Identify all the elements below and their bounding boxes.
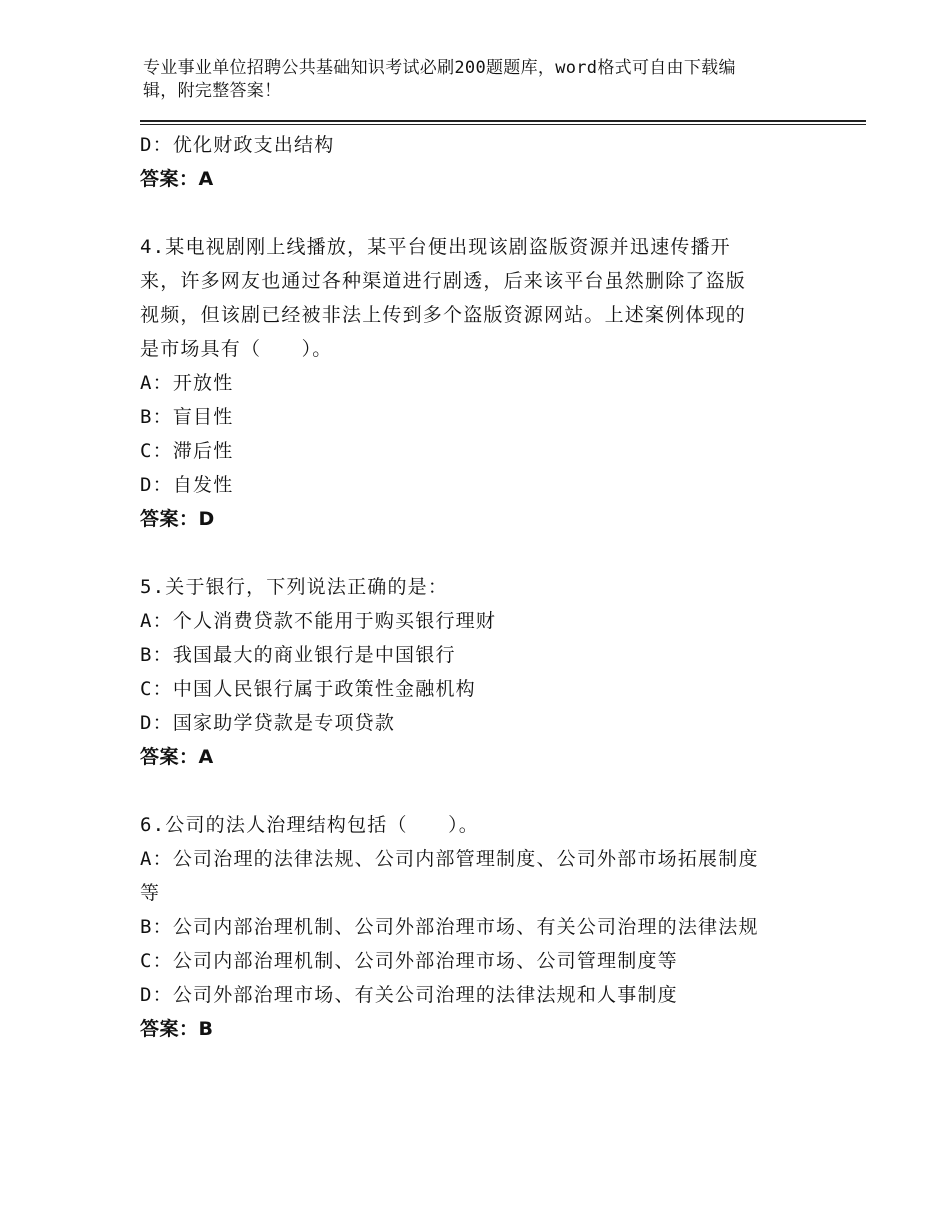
q5-option-c: C：中国人民银行属于政策性金融机构 xyxy=(140,678,476,700)
q4-option-b: B：盲目性 xyxy=(140,406,234,428)
q4-stem xyxy=(140,230,820,366)
page-header xyxy=(143,57,793,103)
q5-option-a: A：个人消费贷款不能用于购买银行理财 xyxy=(140,610,497,632)
q5-answer xyxy=(140,740,820,774)
q6-option-d: D：公司外部治理市场、有关公司治理的法律法规和人事制度 xyxy=(140,984,678,1006)
q5-option-b: B：我国最大的商业银行是中国银行 xyxy=(140,644,456,666)
q6-stem: 6.公司的法人治理结构包括（ ）。 xyxy=(140,814,479,836)
answer-value: B xyxy=(198,1018,214,1040)
answer-value: D xyxy=(198,508,215,530)
q4-answer xyxy=(140,502,820,536)
header-line-1: 专业事业单位招聘公共基础知识考试必刷200题题库，word格式可自由下载编 xyxy=(143,58,736,78)
q4-option-c: C：滞后性 xyxy=(140,440,234,462)
header-line-2: 辑，附完整答案！ xyxy=(143,81,282,101)
answer-value: A xyxy=(198,168,214,190)
q4-option-a: A：开放性 xyxy=(140,372,234,394)
q6-option-a-line: A：公司治理的法律法规、公司内部管理制度、公司外部市场拓展制度 xyxy=(140,848,759,870)
question-content xyxy=(140,128,820,1046)
answer-label: 答案： xyxy=(140,168,199,190)
answer-value: A xyxy=(198,746,214,768)
q4-option-d: D：自发性 xyxy=(140,474,234,496)
spacer xyxy=(140,196,820,230)
q4-stem-line: 4.某电视剧刚上线播放，某平台便出现该剧盗版资源并迅速传播开 xyxy=(140,236,731,258)
q4-stem-line: 视频，但该剧已经被非法上传到多个盗版资源网站。上述案例体现的 xyxy=(140,304,747,326)
q6-answer xyxy=(140,1012,820,1046)
q4-stem-line: 来，许多网友也通过各种渠道进行剧透，后来该平台虽然删除了盗版 xyxy=(140,270,747,292)
q4-stem-line: 是市场具有（ ）。 xyxy=(140,338,333,360)
q5-stem: 5.关于银行，下列说法正确的是： xyxy=(140,576,449,598)
q6-option-b: B：公司内部治理机制、公司外部治理市场、有关公司治理的法律法规 xyxy=(140,916,759,938)
q5-option-d: D：国家助学贷款是专项贷款 xyxy=(140,712,396,734)
q3-option-d: D：优化财政支出结构 xyxy=(140,134,335,156)
header-rule-thick xyxy=(140,120,866,122)
answer-label: 答案： xyxy=(140,1018,199,1040)
header-rule-thin xyxy=(140,124,866,125)
q6-option-a-line: 等 xyxy=(140,882,161,904)
q6-option-c: C：公司内部治理机制、公司外部治理市场、公司管理制度等 xyxy=(140,950,678,972)
answer-label: 答案： xyxy=(140,508,199,530)
answer-label: 答案： xyxy=(140,746,199,768)
spacer xyxy=(140,536,820,570)
spacer xyxy=(140,774,820,808)
q3-answer xyxy=(140,162,820,196)
